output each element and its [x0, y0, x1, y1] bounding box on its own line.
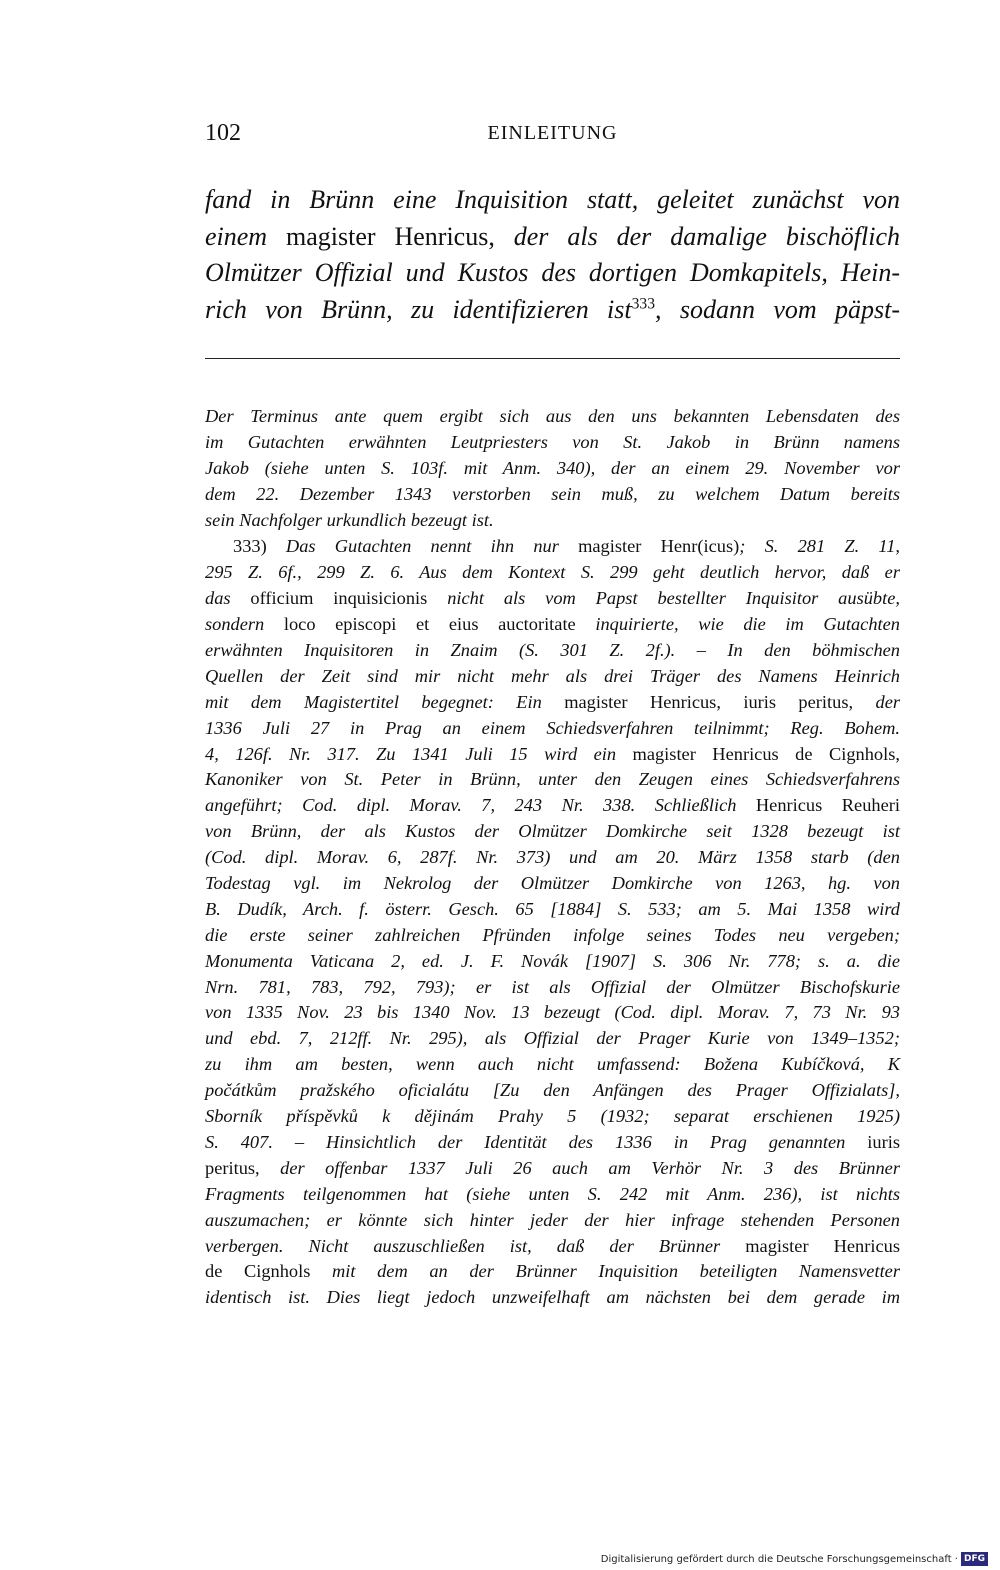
footnote-line: [205, 923, 900, 949]
text-italic: počátkům pražského oficialátu [Zu den Anfängen des Prager Offizialats],: [205, 1080, 900, 1101]
footnote-reference[interactable]: 333: [631, 295, 655, 313]
text-italic: rich von Brünn, zu identifizieren ist: [205, 294, 632, 324]
footnote-line: [205, 793, 900, 819]
text-italic: sondern: [205, 614, 265, 635]
text-italic: angeführt; Cod. dipl. Morav. 7, 243 Nr. 338. Schließlich: [205, 795, 737, 816]
footnote-line: [205, 742, 900, 768]
text-italic: Sborník příspěvků k dějinám Prahy 5 (1932; separat erschienen 1925): [205, 1106, 900, 1127]
footnote-line: [205, 586, 900, 612]
footnote-line: [205, 716, 900, 742]
text-italic: Nrn. 781, 783, 792, 793); er ist als Offizial der Olmützer Bischofskurie: [205, 976, 900, 997]
footnote-number: 333): [233, 536, 286, 557]
footnote-line: [205, 1182, 900, 1208]
main-text-line: [205, 219, 900, 256]
text-italic: mit dem an der Brünner Inquisition beteiligten Namensvetter: [332, 1261, 900, 1282]
footnote-line: [205, 690, 900, 716]
text-italic: Kanoniker von St. Peter in Brünn, unter den Zeugen eines Schiedsverfahrens: [205, 769, 900, 790]
text-italic: , sodann vom päpst-: [655, 294, 900, 324]
main-text: [205, 182, 900, 328]
footnote-line: [205, 1130, 900, 1156]
footnote-line: [205, 638, 900, 664]
digitization-credit: [601, 1552, 988, 1566]
text-italic: von 1335 Nov. 23 bis 1340 Nov. 13 bezeugt (Cod. dipl. Morav. 7, 73 Nr. 93: [205, 1002, 900, 1023]
text-italic: dem 22. Dezember 1343 verstorben sein muß, zu welchem Datum bereits: [205, 483, 900, 504]
text-italic: Der Terminus ante quem ergibt sich aus den uns bekannten Lebensdaten des: [205, 406, 900, 426]
text-italic: sein Nachfolger urkundlich bezeugt ist.: [205, 509, 494, 530]
main-text-line: [205, 292, 900, 329]
footnote-line: [205, 1078, 900, 1104]
footnote-line: [205, 871, 900, 897]
footnote-line: [205, 612, 900, 638]
text-italic: Das Gutachten nennt ihn nur: [285, 536, 559, 557]
text-italic: auszumachen; er könnte sich hinter jeder der hier infrage stehenden Personen: [205, 1209, 900, 1230]
text-italic: 1336 Juli 27 in Prag an einem Schiedsverfahren teilnimmt; Reg. Bohem.: [205, 717, 900, 738]
footnote-333: [205, 534, 900, 1311]
footnote-line: [205, 1000, 900, 1026]
footnote-line: [205, 897, 900, 923]
text-roman: officium inquisicionis: [230, 588, 448, 609]
footnote-line: [205, 1026, 900, 1052]
main-text-line: [205, 182, 900, 219]
text-italic: einem: [205, 221, 268, 251]
text-italic: der offenbar 1337 Juli 26 auch am Verhör Nr. 3 des Brünner: [280, 1157, 900, 1178]
text-italic: identisch ist. Dies liegt jedoch unzweifelhaft am nächsten bei dem gerade im: [205, 1287, 900, 1308]
text-italic: 295 Z. 6f., 299 Z. 6. Aus dem Kontext S. 299 geht deutlich hervor, daß er: [205, 562, 900, 583]
footnote-line: [205, 949, 900, 975]
text-italic: Fragments teilgenommen hat (siehe unten S. 242 mit Anm. 236), ist nichts: [205, 1183, 900, 1204]
text-italic: von Brünn, der als Kustos der Olmützer Domkirche seit 1328 bezeugt ist: [205, 821, 900, 842]
text-italic: zu ihm am besten, wenn auch nicht umfassend: Božena Kubíčková, K: [205, 1054, 900, 1075]
text-italic: Monumenta Vaticana 2, ed. J. F. Novák [1907] S. 306 Nr. 778; s. a. die: [205, 950, 900, 971]
text-roman: magister Henricus,: [267, 221, 514, 251]
text-roman: loco episcopi et eius auctoritate: [264, 614, 596, 635]
main-text-line: [205, 255, 900, 292]
text-italic: 4, 126f. Nr. 317. Zu 1341 Juli 15 wird ein: [205, 743, 617, 764]
footnote-line: [205, 1052, 900, 1078]
text-italic: der: [875, 691, 901, 712]
footnote-line: [205, 456, 900, 482]
running-head: [205, 120, 900, 154]
footnote-carryover: [205, 404, 900, 533]
text-italic: B. Dudík, Arch. f. österr. Gesch. 65 [1884] S. 533; am 5. Mai 1358 wird: [205, 898, 900, 919]
text-italic: (Cod. dipl. Morav. 6, 287f. Nr. 373) und am 20. März 1358 starb (den: [205, 847, 900, 868]
text-roman: magister Henr(icus): [558, 536, 740, 557]
footnote-line: [205, 1285, 900, 1311]
page-number: 102: [205, 120, 241, 146]
text-italic: verbergen. Nicht auszuschließen ist, daß der Brünner: [205, 1235, 721, 1256]
text-italic: Jakob (siehe unten S. 103f. mit Anm. 340), der an einem 29. November vor: [205, 457, 900, 478]
text-roman: Henricus Reuheri: [736, 795, 900, 816]
text-roman: de Cignhols: [205, 1261, 332, 1282]
footnote-line: [205, 1104, 900, 1130]
footnote-line: [205, 1156, 900, 1182]
footnote-line: [205, 534, 900, 560]
footnote-line: [205, 1234, 900, 1260]
footnote-line: [205, 975, 900, 1001]
text-roman: iuris: [845, 1131, 900, 1152]
footnote-line: [205, 664, 900, 690]
text-italic: das: [205, 588, 231, 609]
footnote-line: [205, 1259, 900, 1285]
footnotes: [205, 404, 900, 1311]
footnote-line: [205, 508, 900, 534]
text-italic: die erste seiner zahlreichen Pfründen infolge seines Todes neu vergeben;: [205, 924, 900, 945]
footnote-line: [205, 845, 900, 871]
text-italic: fand in Brünn eine Inquisition statt, geleitet zunächst von: [205, 185, 900, 214]
digitization-credit-text: Digitalisierung gefördert durch die Deutsche Forschungsgemeinschaft ·: [600, 1554, 958, 1565]
footnote-line: [205, 1208, 900, 1234]
text-italic: erwähnten Inquisitoren in Znaim (S. 301 Z. 2f.). – In den böhmischen: [205, 640, 900, 661]
text-italic: mit dem Magistertitel begegnet: Ein: [205, 691, 542, 712]
text-roman: magister Henricus: [720, 1235, 900, 1256]
text-italic: Quellen der Zeit sind mir nicht mehr als drei Träger des Namens Heinrich: [205, 665, 900, 686]
text-italic: Olmützer Offizial und Kustos des dortigen Domkapitels, Hein-: [205, 258, 900, 287]
text-italic: ; S. 281 Z. 11,: [739, 536, 901, 557]
text-italic: im Gutachten erwähnten Leutpriesters von St. Jakob in Brünn namens: [205, 431, 900, 452]
text-italic: S. 407. – Hinsichtlich der Identität des 1336 in Prag genannten: [205, 1131, 846, 1152]
footnote-line: [205, 767, 900, 793]
footnote-line: [205, 819, 900, 845]
text-roman: magister Henricus, iuris peritus,: [541, 691, 876, 712]
footnote-line: [205, 404, 900, 430]
footnote-line: [205, 482, 900, 508]
dfg-logo-icon: DFG: [961, 1552, 988, 1566]
footnote-separator-rule: [205, 358, 900, 359]
text-roman: peritus,: [205, 1157, 281, 1178]
footnote-line: [205, 430, 900, 456]
text-italic: und ebd. 7, 212ff. Nr. 295), als Offizial der Prager Kurie von 1349–1352;: [205, 1028, 900, 1049]
text-italic: inquirierte, wie die im Gutachten: [595, 614, 900, 635]
text-italic: Todestag vgl. im Nekrolog der Olmützer Domkirche von 1263, hg. von: [205, 873, 900, 894]
text-roman: magister Henricus de Cignhols,: [616, 743, 900, 764]
text-italic: der als der damalige bischöflich: [513, 221, 900, 251]
footnote-line: [205, 560, 900, 586]
text-italic: nicht als vom Papst bestellter Inquisitor ausübte,: [447, 588, 900, 609]
running-title: EINLEITUNG: [487, 122, 618, 144]
